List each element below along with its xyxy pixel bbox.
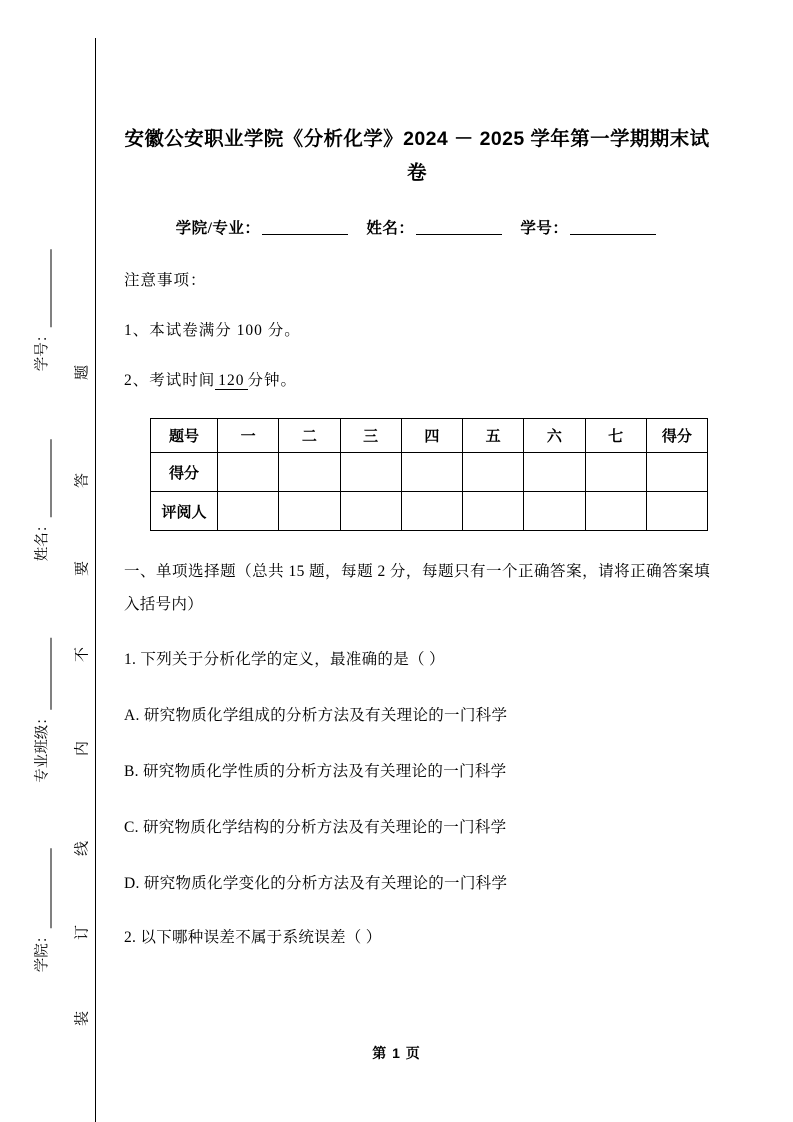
score-header-cell-4: 四 [401,419,462,453]
score-cell[interactable] [279,453,340,492]
margin-field-student-id-label: 学号： [34,327,51,372]
margin-field-name[interactable] [31,440,52,562]
name-label: 姓名： [366,220,415,237]
notes-duration-suffix: 分钟。 [247,372,298,389]
margin-field-class-blank[interactable] [34,638,52,710]
margin-field-college[interactable] [31,849,52,973]
binding-margin-notice-column [58,0,104,1122]
score-header-cell-0: 题号 [151,419,218,453]
binding-notice-glyph-ding: 订 [74,924,91,941]
score-cell[interactable] [401,453,462,492]
score-table [150,418,708,531]
question-1-option-d[interactable]: D. 研究物质化学变化的分析方法及有关理论的一门科学 [124,875,508,892]
margin-field-name-blank[interactable] [34,440,52,518]
question-1-option-b[interactable]: B. 研究物质化学性质的分析方法及有关理论的一门科学 [124,763,507,780]
score-row-label-grader: 评阅人 [151,492,218,531]
score-cell[interactable] [585,453,646,492]
grader-cell[interactable] [340,492,401,531]
page-footer: 第 1 页 [372,1045,421,1061]
score-cell[interactable] [646,453,707,492]
question-2-stem: 2. 以下哪种误差不属于系统误差（ ） [124,929,382,946]
score-header-cell-8: 得分 [646,419,707,453]
grader-cell[interactable] [279,492,340,531]
question-1-option-c[interactable]: C. 研究物质化学结构的分析方法及有关理论的一门科学 [124,819,507,836]
table-row-header [151,419,708,453]
question-1-stem: 1. 下列关于分析化学的定义，最准确的是（ ） [124,651,445,668]
college-major-label: 学院/专业： [175,220,261,237]
score-cell[interactable] [218,453,279,492]
identity-line [124,216,710,238]
binding-notice-glyph-da: 答 [74,472,91,489]
margin-field-name-label: 姓名： [34,517,51,562]
score-table-container [150,418,710,531]
notes-duration-prefix: 2、考试时间 [124,372,216,389]
margin-field-student-id-blank[interactable] [34,250,52,328]
name-blank[interactable] [416,234,502,235]
exam-content [124,0,710,953]
score-cell[interactable] [340,453,401,492]
score-row-label-score: 得分 [151,453,218,492]
grader-cell[interactable] [646,492,707,531]
notes-duration-value: 120 [215,372,247,390]
question-1-option-a[interactable]: A. 研究物质化学组成的分析方法及有关理论的一门科学 [124,707,508,724]
score-header-cell-2: 二 [279,419,340,453]
margin-field-class[interactable] [31,638,52,783]
notes-heading: 注意事项： [124,272,207,289]
margin-field-class-label: 专业班级： [34,710,51,783]
score-header-cell-6: 六 [524,419,585,453]
binding-notice-glyph-zhuang: 装 [74,1010,91,1027]
student-id-label: 学号： [520,220,569,237]
score-header-cell-1: 一 [218,419,279,453]
binding-notice-glyph-ti: 题 [74,364,91,381]
grader-cell[interactable] [585,492,646,531]
score-header-cell-3: 三 [340,419,401,453]
binding-notice-glyph-yao: 要 [74,560,91,577]
binding-notice-glyph-nei: 内 [74,740,91,757]
grader-cell[interactable] [218,492,279,531]
grader-cell[interactable] [524,492,585,531]
table-row [151,453,708,492]
student-id-blank[interactable] [570,234,656,235]
grader-cell[interactable] [463,492,524,531]
notes-item-duration [124,368,710,390]
grader-cell[interactable] [401,492,462,531]
binding-notice-glyph-xian: 线 [74,840,91,857]
score-cell[interactable] [524,453,585,492]
score-cell[interactable] [463,453,524,492]
score-header-cell-7: 七 [585,419,646,453]
margin-field-college-label: 学院： [34,928,51,973]
section-title-multiple-choice: 一、单项选择题（总共 15 题，每题 2 分，每题只有一个正确答案，请将正确答案填入括号内） [124,563,710,613]
page-title: 安徽公安职业学院《分析化学》2024 － 2025 学年第一学期期末试卷 [124,128,710,184]
margin-field-student-id[interactable] [31,250,52,372]
margin-field-college-blank[interactable] [34,849,52,929]
college-major-blank[interactable] [262,234,348,235]
notes-item-total-score: 1、本试卷满分 100 分。 [124,322,301,339]
binding-notice-glyph-bu: 不 [74,646,91,663]
score-header-cell-5: 五 [463,419,524,453]
table-row [151,492,708,531]
